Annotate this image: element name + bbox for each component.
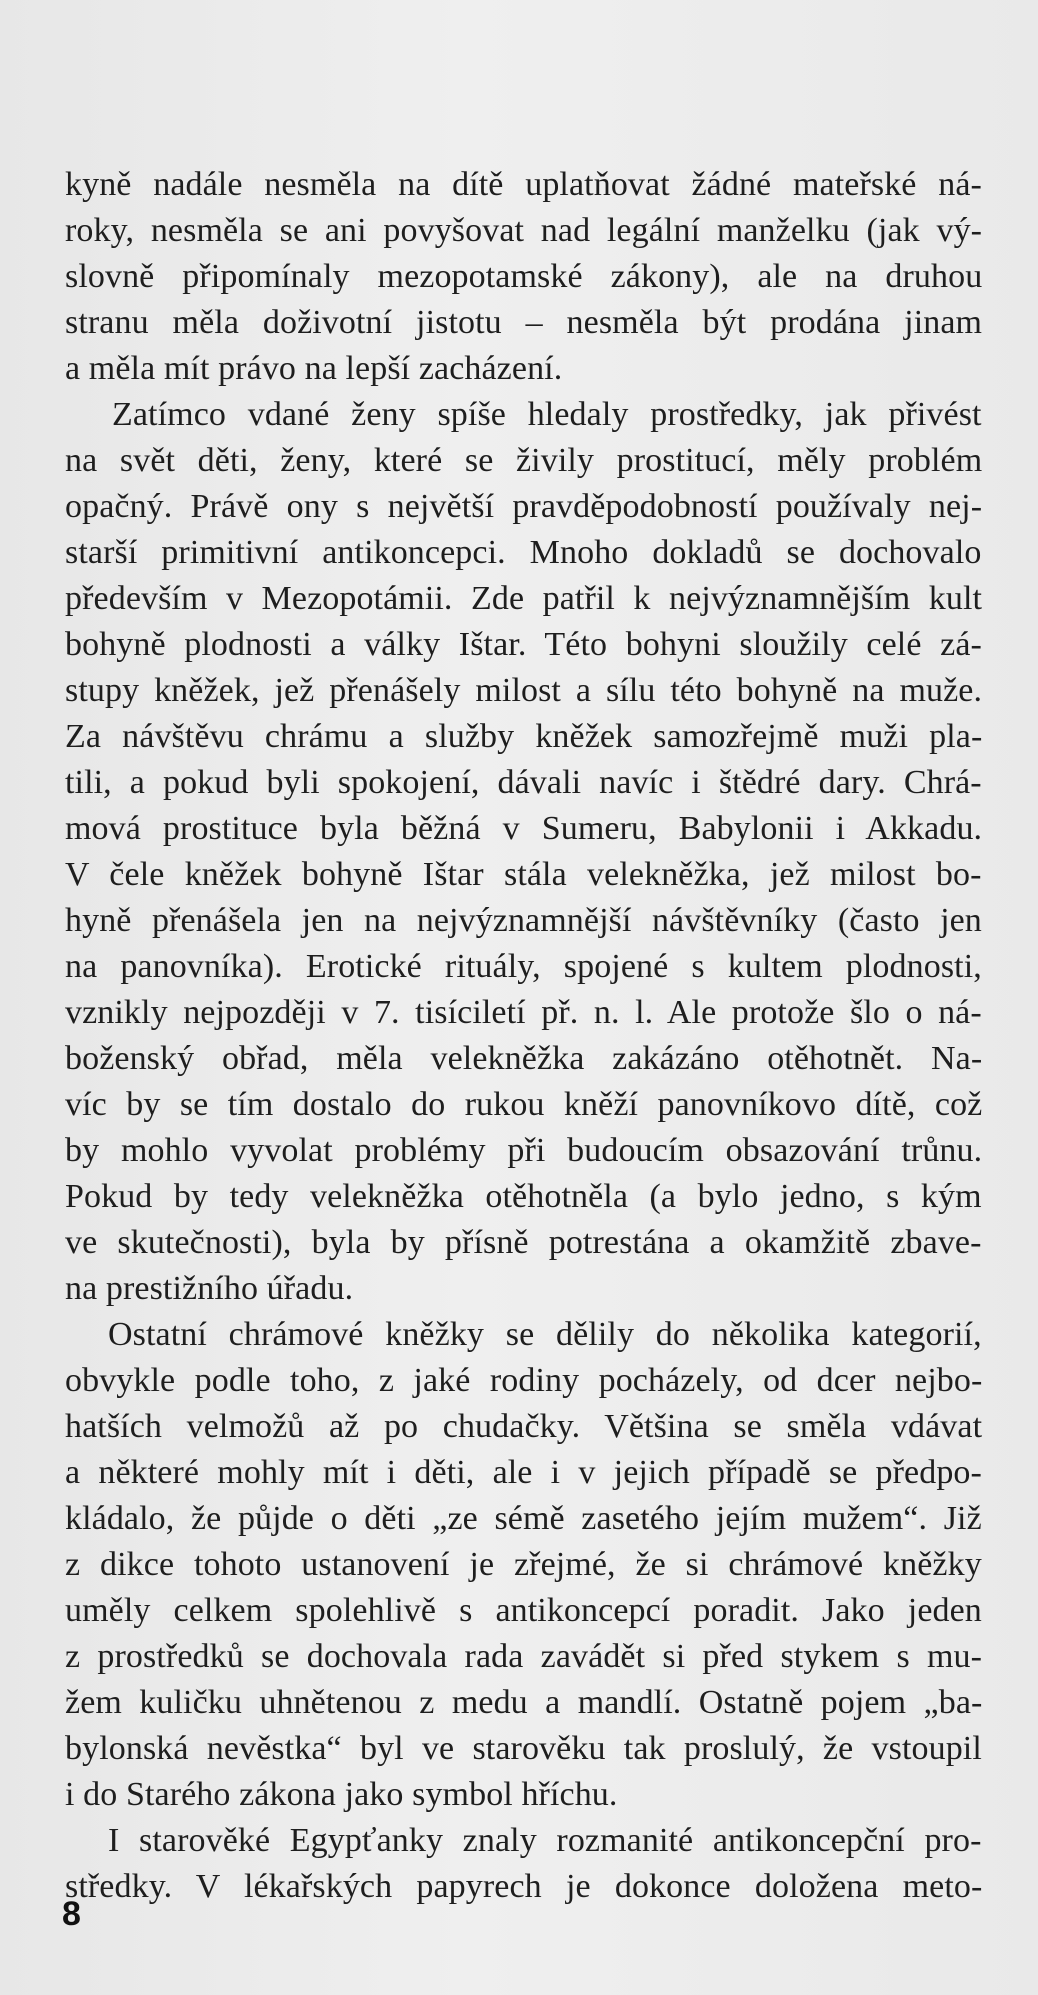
text-line: především v Mezopotámii. Zde patřil k nejvýznamnějším kult xyxy=(65,580,983,617)
text-line: bohyně plodnosti a války Ištar. Této bohyni sloužily celé zá- xyxy=(65,626,982,663)
text-line: opačný. Právě ony s největší pravděpodobností používaly nej- xyxy=(65,488,983,525)
text-line: na svět děti, ženy, které se živily prostitucí, měly problém xyxy=(65,442,983,479)
text-line: starší primitivní antikoncepci. Mnoho dokladů se dochovalo xyxy=(65,534,982,571)
text-line: slovně připomínaly mezopotamské zákony), ale na druhou xyxy=(65,258,983,295)
text-line: hatších velmožů až po chudačky. Většina se směla vdávat xyxy=(65,1408,983,1445)
text-line: Pokud by tedy velekněžka otěhotněla (a bylo jedno, s kým xyxy=(65,1178,982,1215)
text-line: Za návštěvu chrámu a služby kněžek samozřejmě muži pla- xyxy=(65,718,983,755)
text-line: a měla mít právo na lepší zacházení. xyxy=(65,350,563,387)
text-line: mová prostituce byla běžná v Sumeru, Babylonii i Akkadu. xyxy=(65,810,983,847)
text-line: vznikly nejpozději v 7. tisíciletí př. n. l. Ale protože šlo o ná- xyxy=(65,994,982,1031)
text-line: víc by se tím dostalo do rukou kněží panovníkovo dítě, což xyxy=(65,1086,983,1123)
text-line: na prestižního úřadu. xyxy=(65,1270,354,1307)
text-line: stupy kněžek, jež přenášely milost a sílu této bohyně na muže. xyxy=(65,672,983,709)
text-line: obvykle podle toho, z jaké rodiny pocházely, od dcer nejbo- xyxy=(65,1362,983,1399)
paragraph-first-line: I starověké Egypťanky znaly rozmanité antikoncepční pro- xyxy=(108,1822,982,1859)
text-line: hyně přenášela jen na nejvýznamnější návštěvníky (často jen xyxy=(65,902,982,939)
text-line: středky. V lékařských papyrech je dokonce doložena meto- xyxy=(65,1868,983,1905)
paragraph-first-line: Zatímco vdané ženy spíše hledaly prostředky, jak přivést xyxy=(112,396,982,433)
text-line: boženský obřad, měla velekněžka zakázáno otěhotnět. Na- xyxy=(65,1040,983,1077)
text-line: by mohlo vyvolat problémy při budoucím obsazování trůnu. xyxy=(65,1132,983,1169)
text-line: roky, nesměla se ani povyšovat nad legální manželku (jak vý- xyxy=(65,212,983,249)
text-line: tili, a pokud byli spokojení, dávali navíc i štědré dary. Chrá- xyxy=(65,764,982,801)
text-line: kládalo, že půjde o děti „ze sémě zasetého jejím mužem“. Již xyxy=(65,1500,982,1537)
text-line: z prostředků se dochovala rada zavádět si před stykem s mu- xyxy=(65,1638,983,1675)
text-line: na panovníka). Erotické rituály, spojené s kultem plodnosti, xyxy=(65,948,982,985)
text-line: bylonská nevěstka“ byl ve starověku tak proslulý, že vstoupil xyxy=(65,1730,982,1767)
text-line: žem kuličku uhnětenou z medu a mandlí. Ostatně pojem „ba- xyxy=(65,1684,983,1721)
text-line: z dikce tohoto ustanovení je zřejmé, že si chrámové kněžky xyxy=(65,1546,982,1583)
text-line: V čele kněžek bohyně Ištar stála velekněžka, jež milost bo- xyxy=(65,856,982,893)
text-line: stranu měla doživotní jistotu – nesměla být prodána jinam xyxy=(65,304,983,341)
text-line: kyně nadále nesměla na dítě uplatňovat žádné mateřské ná- xyxy=(65,166,982,203)
text-line: i do Starého zákona jako symbol hříchu. xyxy=(65,1776,618,1813)
text-line: a některé mohly mít i děti, ale i v jejich případě se předpo- xyxy=(65,1454,982,1491)
page-number: 8 xyxy=(62,1895,81,1933)
text-line: uměly celkem spolehlivě s antikoncepcí poradit. Jako jeden xyxy=(65,1592,982,1629)
paragraph-first-line: Ostatní chrámové kněžky se dělily do několika kategorií, xyxy=(108,1316,982,1353)
text-line: ve skutečnosti), byla by přísně potrestána a okamžitě zbave- xyxy=(65,1224,982,1261)
